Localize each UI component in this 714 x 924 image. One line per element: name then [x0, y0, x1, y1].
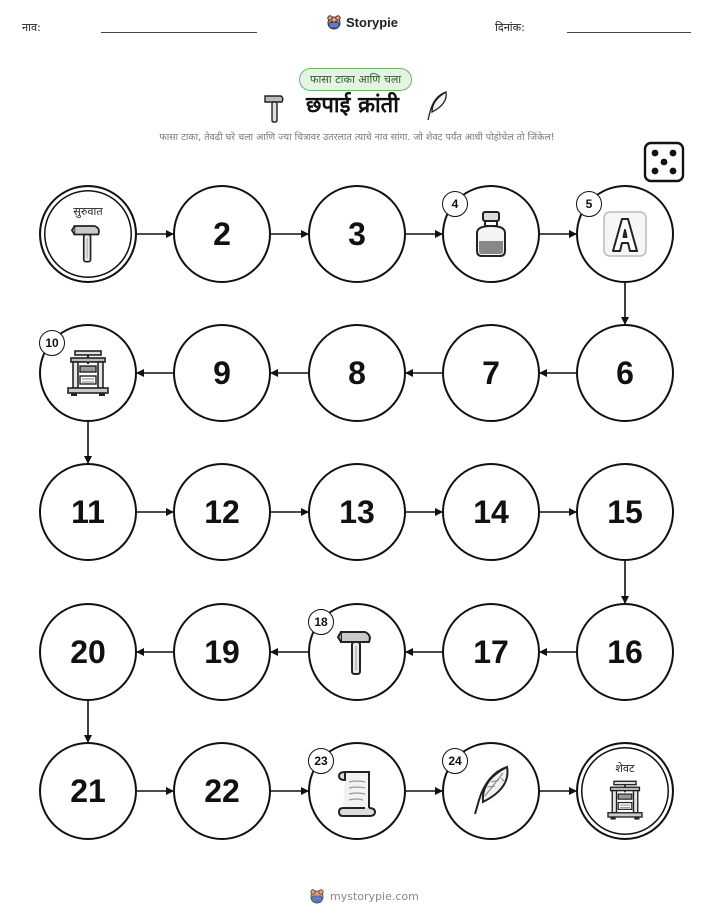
storypie-mascot-icon: [309, 888, 325, 904]
end-space[interactable]: [576, 742, 674, 840]
space-number: 19: [204, 633, 240, 670]
letter-a-icon: [601, 209, 649, 259]
space-number: 11: [71, 493, 105, 530]
board-space-21[interactable]: [39, 742, 137, 840]
board-space-10[interactable]: [39, 324, 137, 422]
start-space[interactable]: [39, 185, 137, 283]
instructions: फासा टाका, तेवढी घरे चला आणि ज्या चित्रावर उतरलात त्याचे नाव सांगा. जो शेवट पर्यंत आधी पोहोचेल तो जिंकेल!: [159, 132, 555, 143]
space-number: 15: [607, 493, 643, 530]
board-space-17[interactable]: [442, 603, 540, 701]
space-number: 7: [482, 354, 500, 391]
board-space-23[interactable]: [308, 742, 406, 840]
space-number: 3: [348, 215, 366, 252]
space-number-badge: 4: [442, 191, 468, 217]
space-number: 17: [473, 633, 509, 670]
printing-press-icon: [65, 348, 111, 398]
footer-url[interactable]: mystorypie.com: [330, 889, 419, 903]
board-space-15[interactable]: [576, 463, 674, 561]
space-number: 6: [616, 354, 634, 391]
board-space-20[interactable]: [39, 603, 137, 701]
space-number-badge: 5: [576, 191, 602, 217]
space-number: 14: [473, 493, 509, 530]
board-space-18[interactable]: [308, 603, 406, 701]
board-space-16[interactable]: [576, 603, 674, 701]
start-label: सुरुवात: [73, 205, 103, 218]
space-number: 2: [213, 215, 231, 252]
board-space-22[interactable]: [173, 742, 271, 840]
board-space-3[interactable]: [308, 185, 406, 283]
board-space-24[interactable]: [442, 742, 540, 840]
board-space-5[interactable]: [576, 185, 674, 283]
footer: [309, 888, 419, 904]
space-number-badge: 23: [308, 748, 334, 774]
brand-name: Storypie: [346, 14, 399, 30]
board-space-9[interactable]: [173, 324, 271, 422]
space-number: 9: [213, 354, 231, 391]
board-space-4[interactable]: [442, 185, 540, 283]
hammer-icon: [69, 221, 106, 265]
space-number-badge: 24: [442, 748, 468, 774]
space-number-badge: 10: [39, 330, 65, 356]
name-label: नाव:: [22, 21, 41, 34]
board-space-8[interactable]: [308, 324, 406, 422]
space-number: 21: [70, 772, 106, 809]
scroll-icon: [335, 764, 379, 818]
ink-bottle-icon: [469, 209, 513, 259]
space-number: 12: [204, 493, 240, 530]
board-space-7[interactable]: [442, 324, 540, 422]
printing-press-icon: [605, 779, 644, 822]
end-label: शेवट: [615, 762, 635, 775]
board-space-12[interactable]: [173, 463, 271, 561]
quill-icon: [469, 764, 513, 818]
date-label: दिनांक:: [495, 21, 525, 34]
space-number: 16: [607, 633, 643, 670]
board-space-19[interactable]: [173, 603, 271, 701]
page-title: छपाई क्रांती: [306, 93, 399, 118]
board-space-14[interactable]: [442, 463, 540, 561]
hammer-icon: [335, 626, 379, 678]
space-number: 8: [348, 354, 366, 391]
space-number: 20: [70, 633, 106, 670]
board-space-11[interactable]: [39, 463, 137, 561]
board-space-13[interactable]: [308, 463, 406, 561]
space-number-badge: 18: [308, 609, 334, 635]
board-space-6[interactable]: [576, 324, 674, 422]
space-number: 13: [339, 493, 375, 530]
game-tag: फासा टाका आणि चला: [299, 68, 412, 91]
board-space-2[interactable]: [173, 185, 271, 283]
space-number: 22: [204, 772, 240, 809]
